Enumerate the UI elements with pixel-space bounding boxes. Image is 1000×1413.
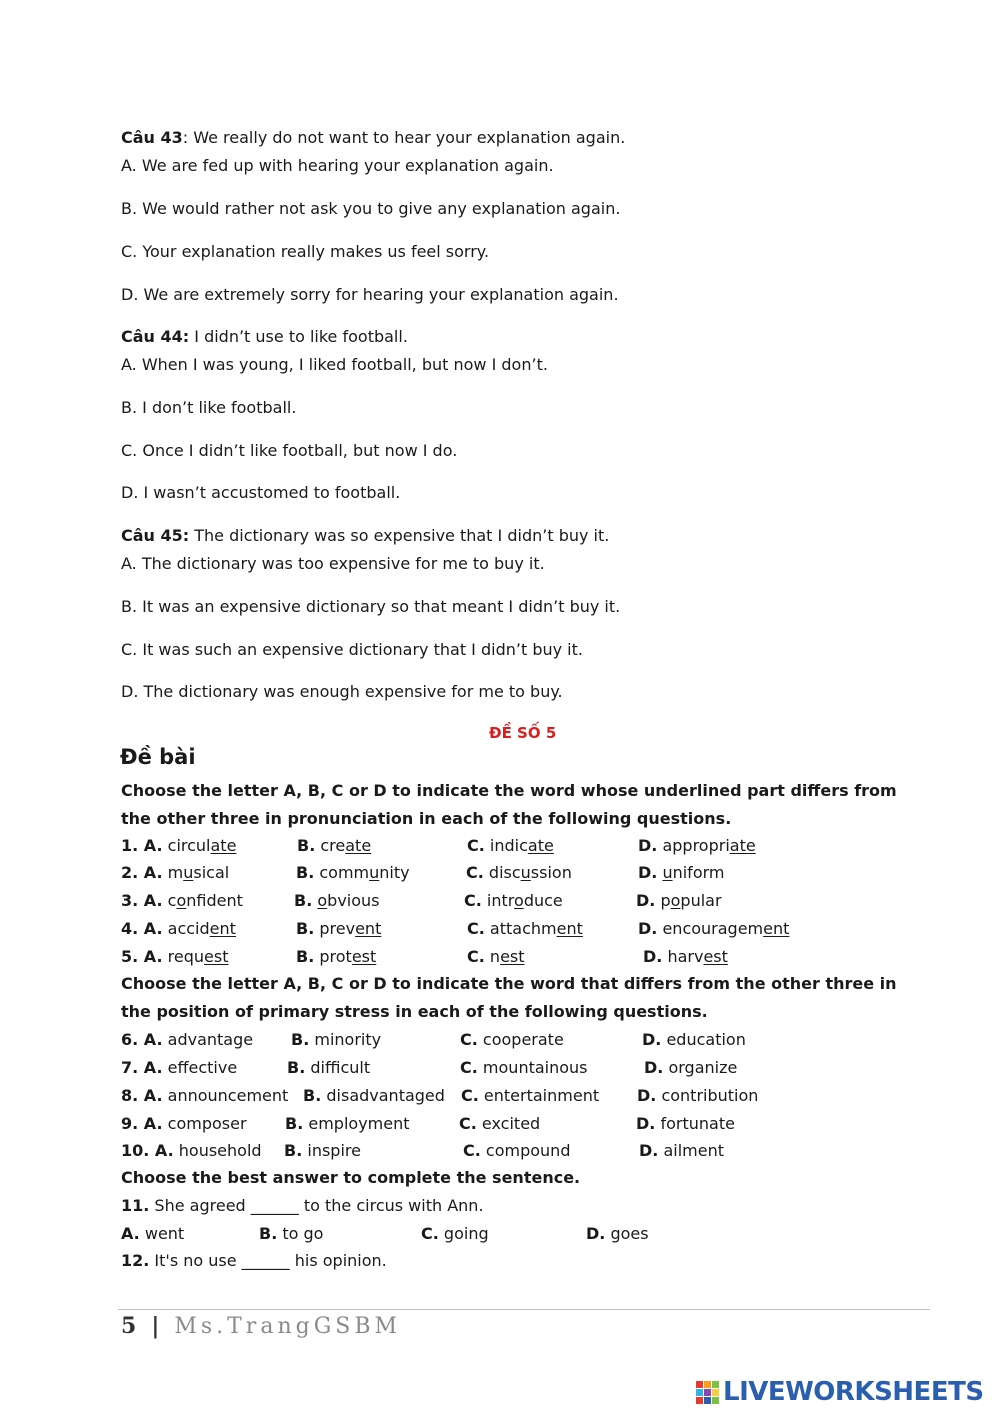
option-b[interactable] xyxy=(284,1140,361,1162)
option-label: C. xyxy=(467,919,485,938)
option-c[interactable] xyxy=(461,1085,599,1107)
option-label: D. xyxy=(639,1141,659,1160)
option-word: announcement xyxy=(167,1086,289,1105)
option-c[interactable] xyxy=(463,1140,570,1162)
question-44-option-d[interactable]: D. I wasn’t accustomed to football. xyxy=(121,483,401,502)
option-label: B. xyxy=(297,836,316,855)
option-word: advantage xyxy=(167,1030,254,1049)
underlined-part: ate xyxy=(345,836,372,855)
option-label: 6. A. xyxy=(121,1030,163,1049)
option-label: D. xyxy=(638,836,658,855)
option-label: C. xyxy=(460,1058,478,1077)
option-label: D. xyxy=(642,1030,662,1049)
option-label: B. xyxy=(296,947,315,966)
underlined-part: o xyxy=(317,891,328,910)
option-c[interactable] xyxy=(460,1029,564,1051)
logo-square xyxy=(712,1389,719,1396)
option-b[interactable] xyxy=(297,835,371,857)
question-43-option-c[interactable]: C. Your explanation really makes us feel sorry. xyxy=(121,242,490,261)
option-a[interactable] xyxy=(121,946,228,968)
option-word: uniform xyxy=(662,863,725,882)
underlined-part: ent xyxy=(355,919,382,938)
option-word: appropriate xyxy=(662,836,756,855)
question-45-option-c[interactable]: C. It was such an expensive dictionary that I didn’t buy it. xyxy=(121,640,583,659)
option-c[interactable] xyxy=(460,1057,588,1079)
option-label: D. xyxy=(638,863,658,882)
option-label: C. xyxy=(467,836,485,855)
option-word: confident xyxy=(167,891,243,910)
option-label: 2. A. xyxy=(121,863,163,882)
option-d[interactable] xyxy=(636,1113,735,1135)
option-word: introduce xyxy=(486,891,563,910)
option-label: 7. A. xyxy=(121,1058,163,1077)
liveworksheets-wordmark: LIVEWORKSHEETS xyxy=(723,1377,984,1407)
option-word: contribution xyxy=(661,1086,759,1105)
option-word: effective xyxy=(167,1058,238,1077)
option-label: D. xyxy=(643,947,663,966)
option-label: C. xyxy=(466,863,484,882)
option-word: encouragement xyxy=(662,919,790,938)
option-label: 1. A. xyxy=(121,836,163,855)
option-a[interactable] xyxy=(121,890,243,912)
option-label: 9. A. xyxy=(121,1114,163,1133)
option-label: C. xyxy=(461,1086,479,1105)
logo-square xyxy=(704,1397,711,1404)
option-d[interactable] xyxy=(638,835,756,857)
question-43-option-d[interactable]: D. We are extremely sorry for hearing your explanation again. xyxy=(121,285,619,304)
footer-author: Ms.TrangGSBM xyxy=(174,1314,402,1339)
option-a[interactable] xyxy=(121,835,236,857)
question-11-stem: 11. She agreed ______ to the circus with Ann. xyxy=(121,1196,484,1215)
option-b[interactable] xyxy=(296,862,410,884)
option-word: prevent xyxy=(319,919,382,938)
underlined-part: est xyxy=(703,947,728,966)
logo-square xyxy=(696,1397,703,1404)
question-44-option-b[interactable]: B. I don’t like football. xyxy=(121,398,297,417)
option-word: ailment xyxy=(663,1141,724,1160)
option-b[interactable] xyxy=(296,946,376,968)
option-word: accident xyxy=(167,919,236,938)
option-a[interactable] xyxy=(121,1113,247,1135)
option-label: B. xyxy=(285,1114,304,1133)
question-45-option-a[interactable]: A. The dictionary was too expensive for me to buy it. xyxy=(121,554,545,573)
underlined-part: est xyxy=(351,947,377,966)
question-12-stem: 12. It's no use ______ his opinion. xyxy=(121,1251,387,1270)
logo-square xyxy=(712,1397,719,1404)
option-word: community xyxy=(319,863,410,882)
option-d[interactable] xyxy=(638,918,789,940)
question-11-option-a[interactable]: A. went xyxy=(121,1224,185,1243)
option-label: C. xyxy=(464,891,482,910)
question-45-stem: Câu 45: The dictionary was so expensive that I didn’t buy it. xyxy=(121,526,610,545)
option-word: discussion xyxy=(488,863,572,882)
option-a[interactable] xyxy=(121,862,229,884)
option-b[interactable] xyxy=(291,1029,381,1051)
footer-divider xyxy=(118,1309,930,1310)
option-word: attachment xyxy=(489,919,583,938)
option-b[interactable] xyxy=(294,890,380,912)
option-c[interactable] xyxy=(464,890,563,912)
option-word: obvious xyxy=(317,891,380,910)
option-label: B. xyxy=(303,1086,322,1105)
section-heading: Đề bài xyxy=(120,745,196,769)
stress-instructions: Choose the letter A, B, C or D to indicate the word that differs from the other three in the position of primary stress in each of the following questions. xyxy=(121,974,897,1021)
option-a[interactable] xyxy=(121,1057,237,1079)
option-label: 10. A. xyxy=(121,1141,174,1160)
logo-square xyxy=(704,1389,711,1396)
option-d[interactable] xyxy=(643,946,728,968)
option-a[interactable] xyxy=(121,1140,262,1162)
logo-square xyxy=(696,1389,703,1396)
option-word: composer xyxy=(167,1114,247,1133)
option-word: disadvantaged xyxy=(326,1086,445,1105)
option-b[interactable] xyxy=(285,1113,410,1135)
question-11-option-b[interactable]: B. to go xyxy=(259,1224,324,1243)
option-label: C. xyxy=(463,1141,481,1160)
option-d[interactable] xyxy=(638,862,724,884)
option-b[interactable] xyxy=(296,918,381,940)
logo-square xyxy=(712,1381,719,1388)
option-c[interactable] xyxy=(467,918,583,940)
option-a[interactable] xyxy=(121,1029,253,1051)
option-word: compound xyxy=(485,1141,571,1160)
option-c[interactable] xyxy=(467,946,525,968)
underlined-part: u xyxy=(369,863,380,882)
question-43-stem: Câu 43: We really do not want to hear your explanation again. xyxy=(121,128,626,147)
option-label: 8. A. xyxy=(121,1086,163,1105)
option-word: nest xyxy=(489,947,525,966)
option-d[interactable] xyxy=(637,1085,758,1107)
underlined-part: ent xyxy=(763,919,790,938)
option-word: organize xyxy=(668,1058,738,1077)
option-word: education xyxy=(666,1030,746,1049)
option-label: D. xyxy=(638,919,658,938)
underlined-part: ent xyxy=(556,919,583,938)
option-word: household xyxy=(178,1141,262,1160)
option-label: C. xyxy=(459,1114,477,1133)
underlined-part: ate xyxy=(210,836,237,855)
underlined-part: est xyxy=(500,947,525,966)
question-43-option-a[interactable]: A. We are fed up with hearing your explanation again. xyxy=(121,156,554,175)
option-label: D. xyxy=(636,1114,656,1133)
question-11-option-d[interactable]: D. goes xyxy=(586,1224,649,1243)
option-d[interactable] xyxy=(639,1140,724,1162)
question-44-stem: Câu 44: I didn’t use to like football. xyxy=(121,327,408,346)
option-word: create xyxy=(320,836,372,855)
option-word: mountainous xyxy=(482,1058,588,1077)
question-44-option-a[interactable]: A. When I was young, I liked football, but now I don’t. xyxy=(121,355,548,374)
option-label: B. xyxy=(287,1058,306,1077)
underlined-part: o xyxy=(514,891,524,910)
underlined-part: o xyxy=(670,891,681,910)
option-word: difficult xyxy=(310,1058,371,1077)
option-label: B. xyxy=(296,919,315,938)
option-b[interactable] xyxy=(303,1085,445,1107)
option-d[interactable] xyxy=(644,1057,737,1079)
test-title: ĐỀ SỐ 5 xyxy=(489,724,557,742)
underlined-part: ent xyxy=(209,919,236,938)
underlined-part: u xyxy=(183,863,194,882)
option-d[interactable] xyxy=(636,890,722,912)
underlined-part: o xyxy=(176,891,187,910)
option-label: B. xyxy=(284,1141,303,1160)
option-label: 5. A. xyxy=(121,947,163,966)
option-label: D. xyxy=(644,1058,664,1077)
logo-square xyxy=(704,1381,711,1388)
option-word: indicate xyxy=(489,836,554,855)
option-d[interactable] xyxy=(642,1029,746,1051)
option-word: minority xyxy=(314,1030,382,1049)
logo-square xyxy=(696,1381,703,1388)
pronunciation-instructions: Choose the letter A, B, C or D to indicate the word whose underlined part differs from the other three in pronunciation in each of the following questions. xyxy=(121,781,897,828)
question-45-option-d[interactable]: D. The dictionary was enough expensive for me to buy. xyxy=(121,682,563,701)
underlined-part: est xyxy=(204,947,229,966)
option-label: B. xyxy=(296,863,315,882)
option-word: inspire xyxy=(307,1141,361,1160)
option-word: entertainment xyxy=(483,1086,600,1105)
option-label: 4. A. xyxy=(121,919,163,938)
underlined-part: ate xyxy=(527,836,554,855)
option-word: harvest xyxy=(667,947,728,966)
option-word: protest xyxy=(319,947,377,966)
option-word: request xyxy=(167,947,229,966)
question-45-option-b[interactable]: B. It was an expensive dictionary so that meant I didn’t buy it. xyxy=(121,597,621,616)
option-word: popular xyxy=(660,891,722,910)
option-word: musical xyxy=(167,863,230,882)
completion-instructions: Choose the best answer to complete the sentence. xyxy=(121,1168,581,1187)
option-label: B. xyxy=(294,891,313,910)
underlined-part: u xyxy=(520,863,531,882)
option-a[interactable] xyxy=(121,918,236,940)
option-label: 3. A. xyxy=(121,891,163,910)
question-11-option-c[interactable]: C. going xyxy=(421,1224,489,1243)
page-number: 5 xyxy=(121,1313,141,1339)
option-label: D. xyxy=(636,891,656,910)
option-word: fortunate xyxy=(660,1114,735,1133)
option-label: D. xyxy=(637,1086,657,1105)
question-44-option-c[interactable]: C. Once I didn’t like football, but now I do. xyxy=(121,441,458,460)
underlined-part: ate xyxy=(729,836,756,855)
option-b[interactable] xyxy=(287,1057,370,1079)
option-c[interactable] xyxy=(467,835,554,857)
option-word: excited xyxy=(481,1114,541,1133)
option-label: C. xyxy=(467,947,485,966)
option-label: C. xyxy=(460,1030,478,1049)
option-c[interactable] xyxy=(466,862,572,884)
underlined-part: u xyxy=(662,863,673,882)
liveworksheets-logo[interactable] xyxy=(696,1376,984,1408)
option-a[interactable] xyxy=(121,1085,288,1107)
option-word: circulate xyxy=(167,836,237,855)
option-word: cooperate xyxy=(482,1030,564,1049)
page-footer: 5 | Ms.TrangGSBM xyxy=(121,1313,402,1339)
question-43-option-b[interactable]: B. We would rather not ask you to give any explanation again. xyxy=(121,199,621,218)
liveworksheets-grid-icon xyxy=(696,1381,719,1404)
option-label: B. xyxy=(291,1030,310,1049)
option-word: employment xyxy=(308,1114,410,1133)
option-c[interactable] xyxy=(459,1113,540,1135)
